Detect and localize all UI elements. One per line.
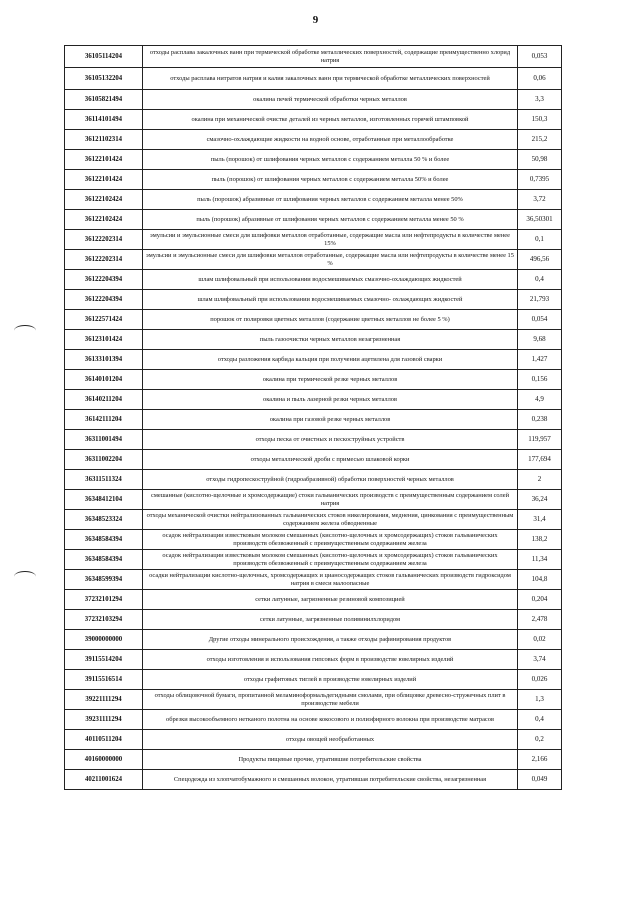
waste-amount-cell: 0,054 <box>518 310 562 330</box>
waste-amount-cell: 0,053 <box>518 46 562 68</box>
waste-name-cell: осадок нейтрализации известковым молоком смешанных (кислотно-щелочных и хромсодержащих) стоков гальванических производств обезвоженный с преимущественным содержанием железа <box>143 530 518 550</box>
waste-code-cell: 36122102424 <box>65 190 143 210</box>
waste-code-cell: 40160000000 <box>65 750 143 770</box>
page-number: 9 <box>312 14 319 26</box>
waste-amount-cell: 104,8 <box>518 570 562 590</box>
waste-name-cell: окалина и пыль лазерной резки черных металлов <box>143 390 518 410</box>
waste-code-cell: 36348599394 <box>65 570 143 590</box>
waste-code-cell: 36114101494 <box>65 110 143 130</box>
waste-name-cell: обрезки высокообъемного нетканого полотна на основе кокосового и полиэфирного волокна при производстве матрасов <box>143 710 518 730</box>
waste-name-cell: пыль (порошок) абразивные от шлифования черных металлов с содержанием металла менее 50 % <box>143 210 518 230</box>
waste-amount-cell: 3,74 <box>518 650 562 670</box>
waste-name-cell: пыль (порошок) от шлифования черных металлов с содержанием металла 50 % и более <box>143 150 518 170</box>
waste-code-cell: 36122101424 <box>65 150 143 170</box>
waste-amount-cell: 36,50301 <box>518 210 562 230</box>
waste-code-cell: 36311511324 <box>65 470 143 490</box>
waste-amount-cell: 177,694 <box>518 450 562 470</box>
waste-code-cell: 36122102424 <box>65 210 143 230</box>
waste-name-cell: отходы механической очистки нейтрализованных гальванических стоков никелирования, меднения, цинкования с преимущественным содержанием железа обводненные <box>143 510 518 530</box>
waste-name-cell: окалина при механической очистке деталей из черных металлов, изготовленных горячей штамповкой <box>143 110 518 130</box>
waste-name-cell: смазочно-охлаждающие жидкости на водной основе, отработанные при металлообработке <box>143 130 518 150</box>
waste-amount-cell: 9,68 <box>518 330 562 350</box>
waste-name-cell: отходы расплава нитратов натрия и калия закалочных ванн при термической обработке металлических поверхностей <box>143 68 518 90</box>
waste-code-cell: 39221111294 <box>65 690 143 710</box>
table-row <box>65 410 562 430</box>
waste-amount-cell: 3,3 <box>518 90 562 110</box>
waste-code-cell: 36122101424 <box>65 170 143 190</box>
table-row <box>65 470 562 490</box>
table-row <box>65 370 562 390</box>
table-row <box>65 630 562 650</box>
waste-name-cell: пыль газоочистки черных металлов незагрязненная <box>143 330 518 350</box>
waste-name-cell: осадок нейтрализации известковым молоком смешанных (кислотно-щелочных и хромсодержащих) стоков гальванических производств обезвоженный с преимущественным содержанием железа <box>143 550 518 570</box>
waste-name-cell: отходы облицовочной бумаги, пропитанной меламиноформальдегидными смолами, при облицовке древесно-стружечных плит в производстве мебели <box>143 690 518 710</box>
waste-name-cell: отходы овощей необработанных <box>143 730 518 750</box>
waste-code-cell: 36348412104 <box>65 490 143 510</box>
waste-code-cell: 39000000000 <box>65 630 143 650</box>
table-row <box>65 110 562 130</box>
table-row <box>65 210 562 230</box>
waste-amount-cell: 4,9 <box>518 390 562 410</box>
table-row <box>65 170 562 190</box>
waste-name-cell: отходы расплава закалочных ванн при термической обработке металлических поверхностей, содержащие преимущественно хлорид натрия <box>143 46 518 68</box>
waste-amount-cell: 2,166 <box>518 750 562 770</box>
waste-amount-cell: 0,2 <box>518 730 562 750</box>
waste-code-cell: 36140101204 <box>65 370 143 390</box>
table-row <box>65 770 562 790</box>
waste-code-cell: 36122204394 <box>65 270 143 290</box>
waste-code-cell: 40110511204 <box>65 730 143 750</box>
table-row <box>65 230 562 250</box>
table-row <box>65 510 562 530</box>
table-row <box>65 270 562 290</box>
waste-amount-cell: 2,478 <box>518 610 562 630</box>
waste-code-cell: 36311001494 <box>65 430 143 450</box>
table-row <box>65 150 562 170</box>
table-row <box>65 190 562 210</box>
waste-name-cell: окалина при газовой резке черных металлов <box>143 410 518 430</box>
table-row <box>65 670 562 690</box>
waste-name-cell: смешанные (кислотно-щелочные и хромсодержащие) стоки гальванических производств с преимущественным содержанием солей натрия <box>143 490 518 510</box>
waste-code-cell: 39115516514 <box>65 670 143 690</box>
waste-amount-cell: 1,3 <box>518 690 562 710</box>
table-row <box>65 430 562 450</box>
waste-code-cell: 39115514204 <box>65 650 143 670</box>
waste-name-cell: отходы разложения карбида кальция при получении ацетилена для газовой сварки <box>143 350 518 370</box>
waste-name-cell: отходы песка от очистных и пескоструйных устройств <box>143 430 518 450</box>
table-row <box>65 530 562 550</box>
waste-code-cell: 40211001624 <box>65 770 143 790</box>
waste-name-cell: отходы графитовых тиглей в производстве ювелирных изделий <box>143 670 518 690</box>
table-row <box>65 46 562 68</box>
waste-name-cell: эмульсии и эмульсионные смеси для шлифовки металлов отработанные, содержащие масла или нефтепродукты в количестве менее 15% <box>143 230 518 250</box>
waste-code-cell: 36122202314 <box>65 250 143 270</box>
waste-code-cell: 36348584394 <box>65 550 143 570</box>
waste-code-cell: 37232101294 <box>65 590 143 610</box>
waste-code-cell: 36348523324 <box>65 510 143 530</box>
table-row <box>65 130 562 150</box>
table-row <box>65 90 562 110</box>
waste-code-cell: 36121102314 <box>65 130 143 150</box>
waste-name-cell: порошок от полировки цветных металлов (содержание цветных металлов не более 5 %) <box>143 310 518 330</box>
table-row <box>65 590 562 610</box>
table-row <box>65 350 562 370</box>
waste-name-cell: осадки нейтрализации кислотно-щелочных, хромсодержащих и цианосодержащих стоков гальванических производств гидроксидом натрия в смеси малоопасные <box>143 570 518 590</box>
waste-code-cell: 36105821494 <box>65 90 143 110</box>
waste-code-cell: 36140211204 <box>65 390 143 410</box>
waste-amount-cell: 2 <box>518 470 562 490</box>
waste-name-cell: шлам шлифовальный при использовании водосмешиваемых смазочно- охлаждающих жидкостей <box>143 290 518 310</box>
waste-amount-cell: 0,1 <box>518 230 562 250</box>
waste-code-cell: 36122571424 <box>65 310 143 330</box>
waste-amount-cell: 0,238 <box>518 410 562 430</box>
waste-amount-cell: 50,98 <box>518 150 562 170</box>
waste-amount-cell: 21,793 <box>518 290 562 310</box>
waste-name-cell: шлам шлифовальный при использовании водосмешиваемых смазочно-охлаждающих жидкостей <box>143 270 518 290</box>
waste-amount-cell: 150,3 <box>518 110 562 130</box>
waste-amount-cell: 0,4 <box>518 710 562 730</box>
waste-name-cell: пыль (порошок) абразивные от шлифования черных металлов с содержанием металла менее 50% <box>143 190 518 210</box>
waste-name-cell: Другие отходы минерального происхождения, а также отходы рафинирования продуктов <box>143 630 518 650</box>
waste-name-cell: окалина при термической резке черных металлов <box>143 370 518 390</box>
waste-name-cell: Спецодежда из хлопчатобумажного и смешанных волокон, утратившая потребительские свойства, незагрязненная <box>143 770 518 790</box>
punch-hole-mark <box>14 571 36 582</box>
waste-name-cell: сетки латунные, загрязненные поливинилхлоридом <box>143 610 518 630</box>
table-row <box>65 710 562 730</box>
table-row <box>65 390 562 410</box>
table-row <box>65 450 562 470</box>
waste-amount-cell: 0,204 <box>518 590 562 610</box>
table-row <box>65 730 562 750</box>
waste-amount-cell: 0,4 <box>518 270 562 290</box>
table-row <box>65 330 562 350</box>
waste-name-cell: отходы изготовления и использования гипсовых форм в производстве ювелирных изделий <box>143 650 518 670</box>
waste-amount-cell: 0,06 <box>518 68 562 90</box>
table-row <box>65 310 562 330</box>
waste-name-cell: сетки латунные, загрязненные резиновой композицией <box>143 590 518 610</box>
table-row <box>65 650 562 670</box>
table-row <box>65 610 562 630</box>
waste-amount-cell: 36,24 <box>518 490 562 510</box>
waste-amount-cell: 1,427 <box>518 350 562 370</box>
waste-code-cell: 36123101424 <box>65 330 143 350</box>
waste-amount-cell: 0,026 <box>518 670 562 690</box>
waste-code-cell: 36133101394 <box>65 350 143 370</box>
waste-table-body <box>65 46 562 790</box>
table-row <box>65 490 562 510</box>
waste-amount-cell: 0,02 <box>518 630 562 650</box>
waste-code-cell: 36311002204 <box>65 450 143 470</box>
table-row <box>65 570 562 590</box>
waste-amount-cell: 496,56 <box>518 250 562 270</box>
waste-code-cell: 36122202314 <box>65 230 143 250</box>
waste-amount-cell: 138,2 <box>518 530 562 550</box>
waste-amount-cell: 0,156 <box>518 370 562 390</box>
waste-amount-cell: 31,4 <box>518 510 562 530</box>
waste-code-cell: 37232103294 <box>65 610 143 630</box>
waste-name-cell: пыль (порошок) от шлифования черных металлов с содержанием металла 50% и более <box>143 170 518 190</box>
waste-amount-cell: 11,34 <box>518 550 562 570</box>
waste-amount-cell: 0,7395 <box>518 170 562 190</box>
waste-code-cell: 36348584394 <box>65 530 143 550</box>
table-row <box>65 690 562 710</box>
table-row <box>65 290 562 310</box>
table-row <box>65 750 562 770</box>
waste-amount-cell: 215,2 <box>518 130 562 150</box>
waste-name-cell: окалина печей термической обработки черных металлов <box>143 90 518 110</box>
table-row <box>65 550 562 570</box>
waste-amount-cell: 119,957 <box>518 430 562 450</box>
waste-name-cell: отходы металлической дроби с примесью шлаковой корки <box>143 450 518 470</box>
waste-name-cell: отходы гидропескоструйной (гидроабразивной) обработки поверхностей черных металлов <box>143 470 518 490</box>
waste-amount-cell: 3,72 <box>518 190 562 210</box>
waste-code-cell: 36105132204 <box>65 68 143 90</box>
waste-code-cell: 36122204394 <box>65 290 143 310</box>
waste-amount-cell: 0,049 <box>518 770 562 790</box>
waste-table <box>64 45 562 790</box>
waste-name-cell: эмульсии и эмульсионные смеси для шлифовки металлов отработанные, содержащие масла или нефтепродукты в количестве менее 15 % <box>143 250 518 270</box>
waste-code-cell: 36142111204 <box>65 410 143 430</box>
punch-hole-mark <box>14 325 36 336</box>
table-row <box>65 68 562 90</box>
waste-name-cell: Продукты пищевые прочие, утратившие потребительские свойства <box>143 750 518 770</box>
table-row <box>65 250 562 270</box>
waste-code-cell: 36105114204 <box>65 46 143 68</box>
waste-code-cell: 39231111294 <box>65 710 143 730</box>
